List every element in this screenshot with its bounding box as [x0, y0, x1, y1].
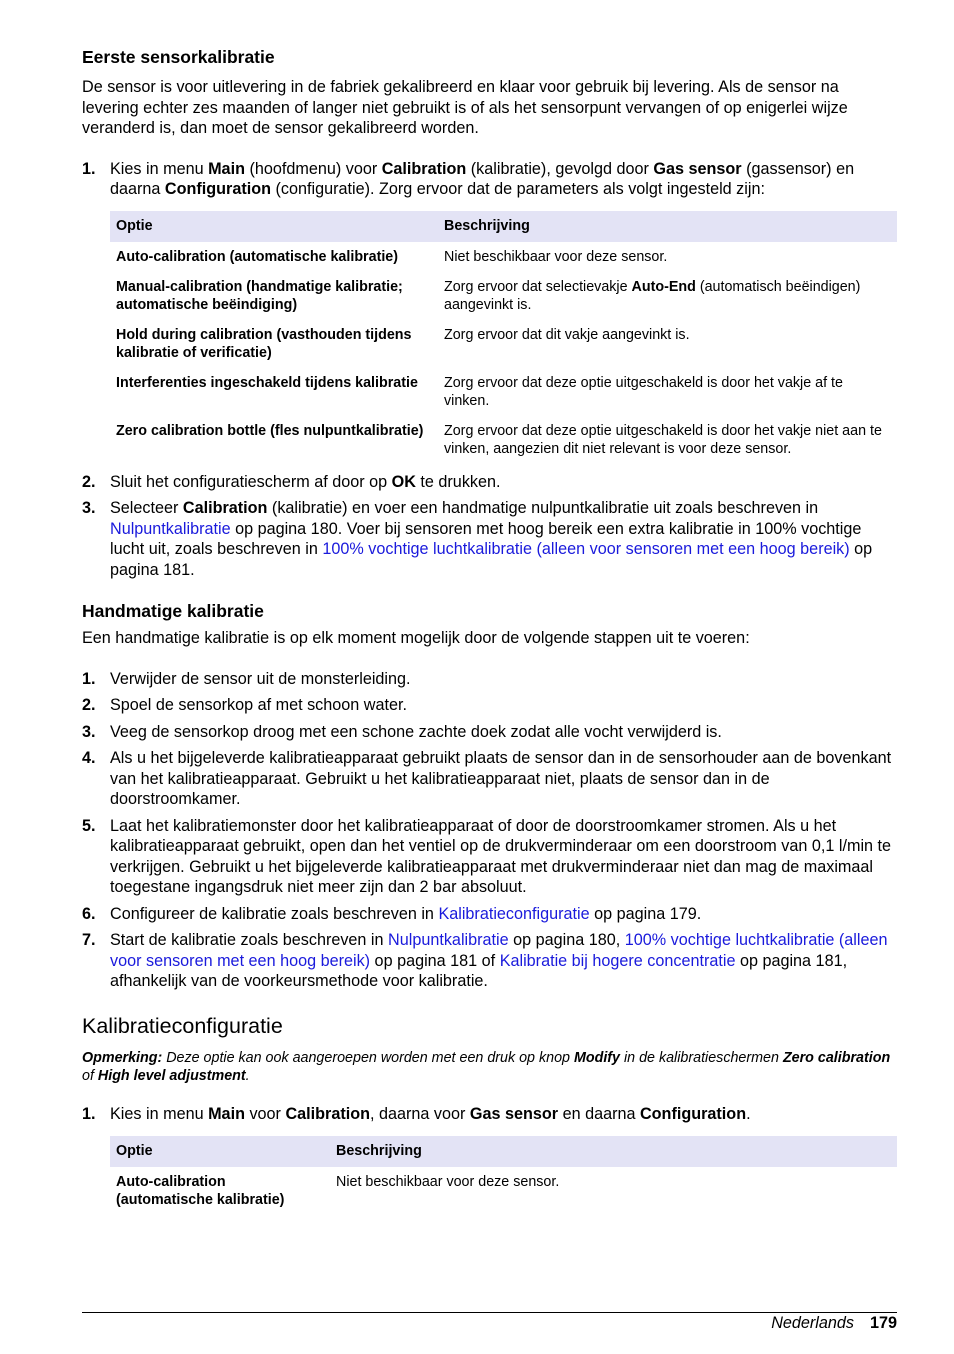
list-item	[82, 930, 897, 992]
bold-term: Calibration	[381, 159, 467, 178]
page-number: 179	[869, 1314, 897, 1332]
bold-term: Gas sensor	[469, 1104, 559, 1123]
bold-term: Modify	[573, 1049, 621, 1066]
option-cell: Manual-calibration (handmatige kalibratie; automatische beëindiging)	[116, 278, 403, 313]
list-item	[82, 748, 897, 810]
list-item	[82, 695, 897, 716]
bold-term: Calibration	[285, 1104, 370, 1123]
note-label: Opmerking:	[82, 1049, 163, 1066]
step-number: 1.	[82, 1104, 96, 1123]
section-title-manual-calibration: Handmatige kalibratie	[82, 601, 264, 621]
step-text: (configuratie). Zorg ervoor dat de parameters als volgt ingesteld zijn:	[271, 180, 765, 198]
step-text: Kies in menu	[110, 1104, 209, 1123]
step-text: .	[746, 1104, 751, 1123]
note-text: Deze optie kan ook aangeroepen worden met een druk op knop	[162, 1049, 574, 1066]
table-header-row	[110, 211, 897, 242]
step-text: (gassensor) en daarna	[110, 159, 855, 198]
section-title-calibration-config: Kalibratieconfiguratie	[82, 1013, 283, 1038]
description-text: Zorg ervoor dat selectievakje	[444, 278, 632, 295]
bold-term: High level adjustment	[97, 1067, 246, 1084]
step-text: (kalibratie) en voer een handmatige nulpuntkalibratie uit zoals beschreven in	[267, 499, 819, 517]
description-cell: Zorg ervoor dat deze optie uitgeschakeld is door het vakje niet aan te vinken, aangezien dit niet relevant is voor deze sensor.	[444, 422, 882, 457]
bold-term: Gas sensor	[653, 159, 742, 178]
step-text: op pagina 179.	[589, 904, 702, 923]
option-cell: Interferenties ingeschakeld tijdens kalibratie	[116, 374, 418, 391]
options-table-2	[110, 1136, 897, 1215]
step-number: 6.	[82, 904, 96, 923]
header-description: Beschrijving	[330, 1136, 897, 1167]
step-text: voor	[244, 1104, 286, 1123]
option-cell: Auto-calibration (automatische kalibratie)	[116, 1174, 285, 1208]
header-option: Optie	[110, 1136, 330, 1167]
footer-language: Nederlands	[771, 1314, 854, 1332]
step-number: 1.	[82, 669, 96, 688]
note-text: in de kalibratieschermen	[620, 1049, 783, 1066]
option-cell: Zero calibration bottle (fles nulpuntkalibratie)	[116, 422, 424, 439]
option-cell: Hold during calibration (vasthouden tijdens kalibratie of verificatie)	[116, 326, 412, 361]
step-text: Selecteer	[110, 499, 183, 517]
list-item	[82, 722, 897, 743]
step-text: op pagina 180,	[508, 931, 625, 949]
step-number: 5.	[82, 816, 96, 835]
table-row	[110, 416, 897, 464]
description-cell: Zorg ervoor dat deze optie uitgeschakeld is door het vakje af te vinken.	[444, 374, 843, 409]
step-text: (hoofdmenu) voor	[244, 159, 382, 178]
step-number: 1.	[82, 159, 96, 178]
description-cell: Niet beschikbaar voor deze sensor.	[336, 1174, 560, 1190]
options-table-1	[110, 211, 897, 464]
note	[82, 1049, 897, 1085]
list-item	[82, 904, 897, 925]
link-nulpuntkalibratie[interactable]: Nulpuntkalibratie	[110, 519, 231, 538]
step-text: Veeg de sensorkop droog met een schone zachte doek zodat alle vocht verwijderd is.	[110, 722, 722, 741]
description-cell: Zorg ervoor dat dit vakje aangevinkt is.	[444, 326, 690, 343]
step-text: op pagina 181.	[110, 540, 873, 579]
table-row	[110, 1167, 897, 1215]
list-item	[82, 669, 897, 690]
footer	[771, 1313, 897, 1333]
table-row	[110, 368, 897, 416]
steps-calibration-config	[82, 1104, 897, 1125]
step-text: Kies in menu	[110, 159, 209, 178]
bold-term: Configuration	[639, 1104, 747, 1123]
bold-term: Configuration	[164, 180, 272, 198]
step-text: en daarna	[558, 1104, 640, 1123]
step-number: 2.	[82, 696, 96, 714]
step-text: op pagina 181, afhankelijk van de voorkeursmethode voor kalibratie.	[110, 951, 848, 990]
step-number: 3.	[82, 499, 96, 517]
step-number: 7.	[82, 931, 96, 949]
header-option: Optie	[110, 211, 438, 242]
step-1	[82, 159, 897, 200]
header-description: Beschrijving	[438, 211, 897, 242]
step-number: 4.	[82, 749, 96, 767]
description-text: (automatisch beëindigen) aangevinkt is.	[444, 278, 861, 313]
link-humid-air-calibration[interactable]: 100% vochtige luchtkalibratie (alleen voor sensoren met een hoog bereik)	[110, 931, 888, 970]
table-row	[110, 242, 897, 272]
link-high-concentration-calibration[interactable]: Kalibratie bij hogere concentratie	[499, 951, 736, 970]
step-1	[82, 1104, 897, 1125]
step-text: Start de kalibratie zoals beschreven in	[110, 931, 389, 949]
step-3	[82, 498, 897, 580]
paragraph-manual-calibration: Een handmatige kalibratie is op elk moment mogelijk door de volgende stappen uit te voeren:	[82, 629, 750, 647]
option-cell: Auto-calibration (automatische kalibratie)	[116, 248, 399, 265]
section-title-first-calibration: Eerste sensorkalibratie	[82, 47, 275, 67]
step-text: Verwijder de sensor uit de monsterleiding.	[110, 669, 411, 688]
step-text: Laat het kalibratiemonster door het kalibratieapparaat of door de doorstroomkamer stromen. Als u het kalibratieapparaat gebruikt, open dan het ventiel op de drukverminderaar om een doorstroom van 0,1 l/min te verkrijgen. Gebruikt u het bijgeleverde kalibratieapparaat met drukverminderaar niet dan mag de maximaal toegestane ingangsdruk niet meer zijn dan 2 bar absoluut.	[110, 816, 892, 896]
table-header-row	[110, 1136, 897, 1167]
step-text: (kalibratie), gevolgd door	[466, 159, 654, 178]
page-content	[82, 46, 897, 1215]
step-text: , daarna voor	[370, 1104, 470, 1123]
link-humid-air-calibration[interactable]: 100% vochtige luchtkalibratie (alleen voor sensoren met een hoog bereik)	[322, 540, 850, 558]
steps-manual-calibration	[82, 669, 897, 992]
step-text: Spoel de sensorkop af met schoon water.	[110, 696, 407, 714]
bold-term: Calibration	[182, 499, 268, 517]
step-number: 2.	[82, 472, 96, 491]
steps-first-calibration-cont	[82, 472, 897, 581]
bold-term: Zero calibration	[782, 1049, 891, 1066]
steps-first-calibration	[82, 159, 897, 200]
step-text: Als u het bijgeleverde kalibratieapparaat gebruikt plaats de sensor dan in de sensorhouder aan de bovenkant van het kalibratieapparaat. Gebruikt u het kalibratieapparaat niet, plaats de sensor dan in de doorstroomkamer.	[110, 749, 892, 808]
link-kalibratieconfiguratie[interactable]: Kalibratieconfiguratie	[438, 904, 590, 923]
bold-term: Auto-End	[631, 278, 696, 295]
step-text: Configureer de kalibratie zoals beschreven in	[110, 904, 439, 923]
note-text: of	[82, 1067, 98, 1084]
step-text: op pagina 181 of	[370, 951, 500, 970]
description-cell: Niet beschikbaar voor deze sensor.	[444, 248, 668, 265]
step-2	[82, 472, 897, 493]
step-text: op pagina 180. Voer bij sensoren met hoog bereik een extra kalibratie in 100% vochtige lucht uit, zoals beschreven in	[110, 519, 862, 558]
note-text: .	[245, 1067, 250, 1084]
bold-term: OK	[391, 472, 416, 491]
link-nulpuntkalibratie[interactable]: Nulpuntkalibratie	[388, 931, 509, 949]
step-text: Sluit het configuratiescherm af door op	[110, 472, 392, 491]
paragraph-first-calibration: De sensor is voor uitlevering in de fabriek gekalibreerd en klaar voor gebruik bij levering. Als de sensor na levering echter zes maanden of langer niet gebruikt is of als het sensorpunt vervangen of op enigerlei wijze veranderd is, dan moet de sensor gekalibreerd worden.	[82, 78, 848, 137]
bold-term: Main	[208, 159, 245, 178]
step-number: 3.	[82, 722, 96, 741]
table-row	[110, 272, 897, 320]
table-row	[110, 320, 897, 368]
bold-term: Main	[208, 1104, 245, 1123]
step-text: te drukken.	[415, 472, 501, 491]
list-item	[82, 816, 897, 898]
description-cell	[438, 272, 897, 320]
